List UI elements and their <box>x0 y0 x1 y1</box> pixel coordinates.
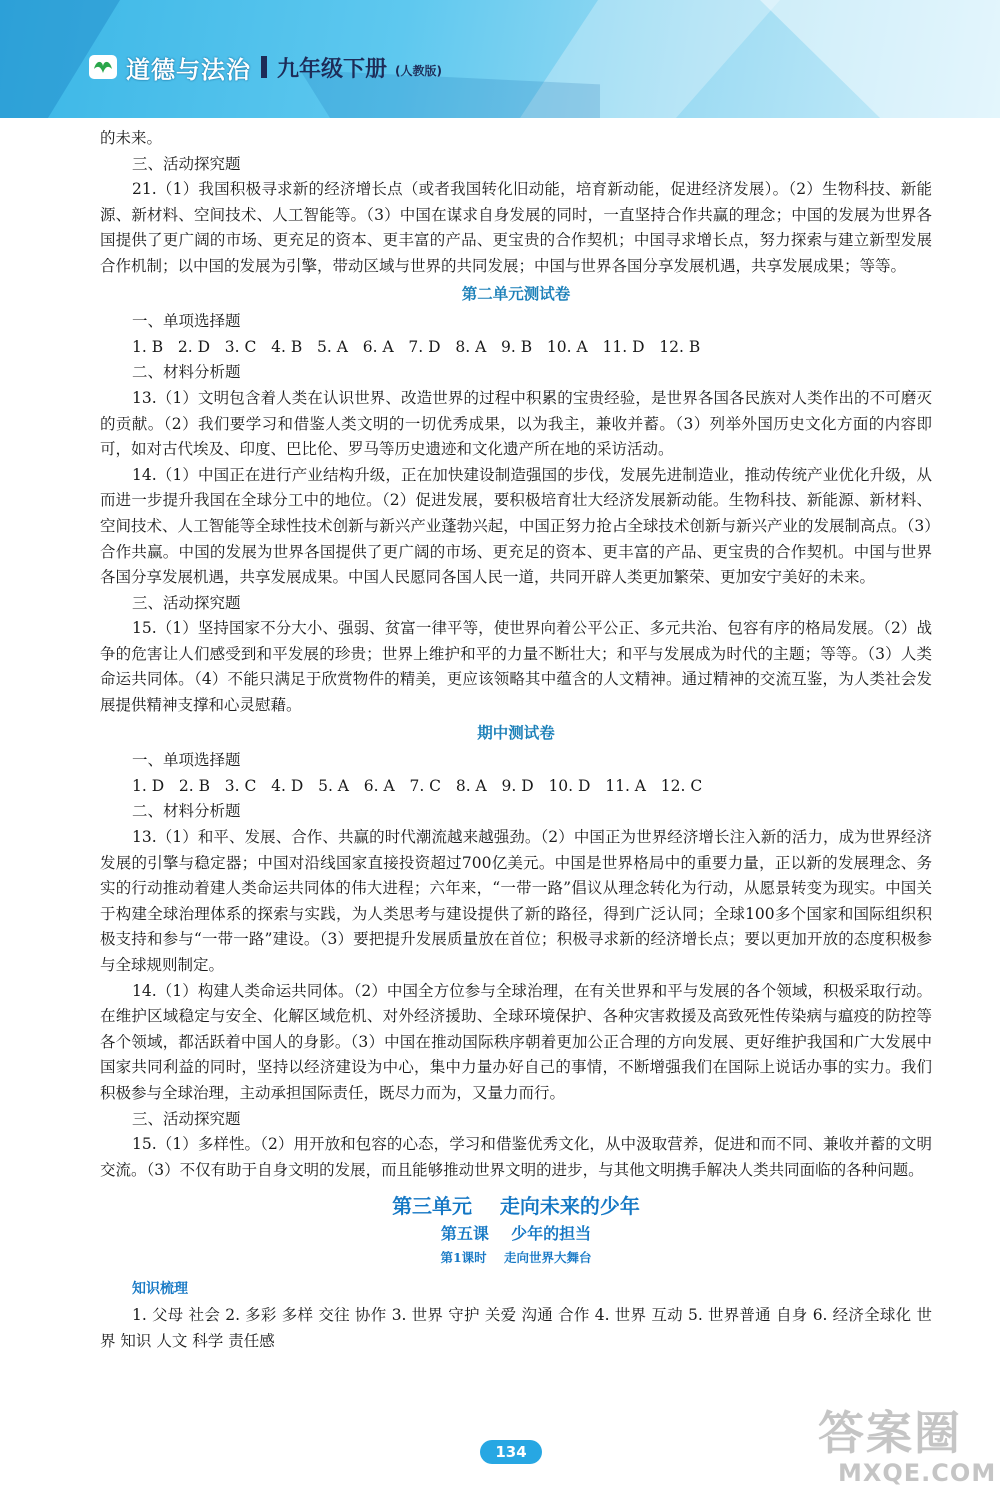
watermark <box>818 1406 997 1500</box>
answer-paragraph: 13.（1）和平、发展、合作、共赢的时代潮流越来越强劲。（2）中国正为世界经济增长注入新的活力，成为世界经济发展的引擎与稳定器；中国对沿线国家直接投资超过700亿美元。中国是世界格局中的重要力量，正以新的发展理念、务实的行动推动着建人类命运共同体的伟大进程；六年来，“一带一路”倡议从理念转化为行动，从愿景转变为现实。中国关于构建全球治理体系的探索与实践，为人类思考与建设提供了新的路径，得到广泛认同；全球100多个国家和国际组织积极支持和参与“一带一路”建设。（3）要把提升发展质量放在首位；积极寻求新的经济增长点；要以更加开放的态度积极参与全球规则制定。 <box>100 828 932 974</box>
grade-title: 九年级下册 <box>277 56 388 82</box>
answer-paragraph: 13.（1）文明包含着人类在认识世界、改造世界的过程中积累的宝贵经验，是世界各国各民族对人类作出的不可磨灭的贡献。（2）我们要学习和借鉴人类文明的一切优秀成果，以为我主，兼收并蓄。（3）列举外国历史文化方面的内容即可，如对古代埃及、印度、巴比伦、罗马等历史遗迹和文化遗产所在地的采访活动。 <box>100 388 932 459</box>
test-title: 第二单元测试卷 <box>461 284 571 303</box>
answer-paragraph: 14.（1）中国正在进行产业结构升级，正在加快建设制造强国的步伐，发展先进制造业，推动传统产业优化升级，从而进一步提升我国在全球分工中的地位。（2）促进发展，要积极培育壮大经济发展新动能。生物科技、新能源、新材料、空间技术、人工智能等全球性技术创新与新兴产业蓬勃兴起，中国正努力抢占全球技术创新与新兴产业的发展制高点。（3）合作共赢。中国的发展为世界各国提供了更广阔的市场、更充足的资本、更丰富的产品、更宝贵的合作契机。中国与世界各国分享发展机遇，共享发展成果。中国人民愿同各国人民一道，共同开辟人类更加繁荣、更加安宁美好的未来。 <box>100 465 932 587</box>
section-heading: 三、活动探究题 <box>132 154 241 173</box>
paragraph: 的未来。 <box>100 129 163 147</box>
answer-paragraph: 21.（1）我国积极寻求新的经济增长点（或者我国转化旧动能，培育新动能，促进经济发展）。（2）生物科技、新能源、新材料、空间技术、人工智能等。（3）中国在谋求自身发展的同时，一直坚持合作共赢的理念；中国的发展为世界各国提供了更广阔的市场、更充足的资本、更丰富的产品、更宝贵的合作契机；中国寻求增长点，努力探索与建立新型发展合作机制；以中国的发展为引擎，带动区域与世界的共同发展；中国与世界各国分享发展机遇，共享发展成果；等等。 <box>100 180 932 275</box>
test-title: 期中测试卷 <box>477 723 555 742</box>
period-title: 第1课时 走向世界大舞台 <box>440 1250 592 1266</box>
section-heading: 三、活动探究题 <box>132 593 241 612</box>
section-heading: 三、活动探究题 <box>132 1109 241 1128</box>
knowledge-heading: 知识梳理 <box>132 1281 188 1298</box>
watermark-text: 答案圈 <box>818 1406 962 1460</box>
edition-label: (人教版) <box>395 63 442 78</box>
section-heading: 二、材料分析题 <box>132 363 241 382</box>
leaf-book-icon <box>88 54 118 80</box>
banner-decoration <box>760 0 1000 118</box>
unit-title: 第三单元 走向未来的少年 <box>392 1194 640 1219</box>
multiple-choice-answers: 1. D 2. B 3. C 4. D 5. A 6. A 7. C 8. A 9. D 10. D 11. A 12. C <box>132 776 703 795</box>
answer-paragraph: 1. 父母 社会 2. 多彩 多样 交往 协作 3. 世界 守护 关爱 沟通 合作 4. 世界 互动 5. 世界普通 自身 6. 经济全球化 世界 知识 人文 科学 责任感 <box>100 1305 932 1350</box>
title-separator <box>261 56 267 78</box>
page-number: 134 <box>480 1440 542 1464</box>
section-heading: 二、材料分析题 <box>132 802 241 821</box>
answer-paragraph: 14.（1）构建人类命运共同体。（2）中国全方位参与全球治理，在有关世界和平与发展的各个领域，积极采取行动。在维护区域稳定与安全、化解区域危机、对外经济援助、全球环境保护、各种灾害救援及高致死性传染病与瘟疫的防控等各个领域，都活跃着中国人的身影。（3）中国在推动国际秩序朝着更加公正合理的方向发展、更好维护我国和广大发展中国家共同利益的同时，坚持以经济建设为中心，集中力量办好自己的事情，不断增强我们在国际上说话办事的实力。我们积极参与全球治理，主动承担国际责任，既尽力而为，又量力而行。 <box>100 981 932 1102</box>
answer-paragraph: 15.（1）坚持国家不分大小、强弱、贫富一律平等，使世界向着公平公正、多元共治、包容有序的格局发展。（2）战争的危害让人们感受到和平发展的珍贵；世界上维护和平的力量不断壮大；和平与发展成为时代的主题；等等。（3）人类命运共同体。（4）不能只满足于欣赏物件的精美，更应该领略其中蕴含的人文精神。通过精神的交流互鉴，为人类社会发展提供精神支撑和心灵慰藉。 <box>100 619 932 715</box>
lesson-title: 第五课 少年的担当 <box>440 1224 592 1244</box>
watermark-url: MXQE.COM <box>838 1459 997 1487</box>
answer-paragraph: 15.（1）多样性。（2）用开放和包容的心态，学习和借鉴优秀文化，从中汲取营养，促进和而不同、兼收并蓄的文明交流。（3）不仅有助于自身文明的发展，而且能够推动世界文明的进步，与其他文明携手解决人类共同面临的各种问题。 <box>100 1135 932 1179</box>
book-title-bar <box>88 52 442 82</box>
header-banner <box>0 0 1000 118</box>
subject-title: 道德与法治 <box>126 55 251 84</box>
multiple-choice-answers: 1. B 2. D 3. C 4. B 5. A 6. A 7. D 8. A 9. B 10. A 11. D 12. B <box>132 337 701 356</box>
section-heading: 一、单项选择题 <box>132 751 241 770</box>
answer-content <box>100 126 932 1354</box>
section-heading: 一、单项选择题 <box>132 312 241 331</box>
